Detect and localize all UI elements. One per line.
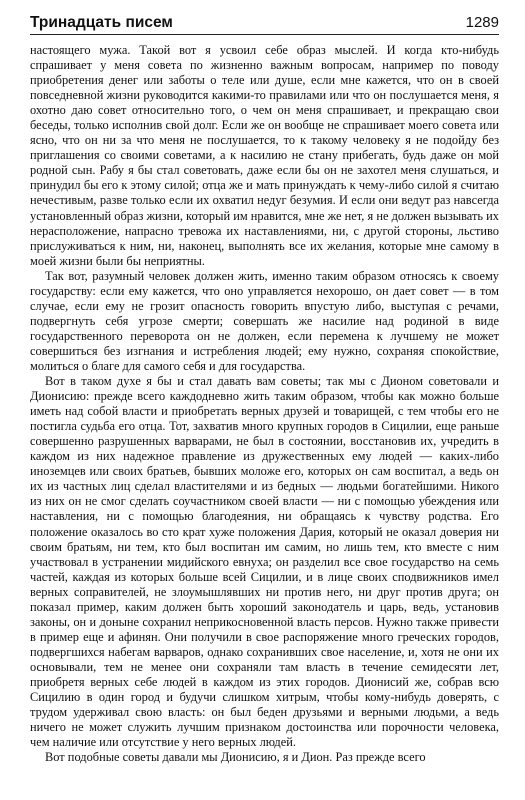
paragraph: Вот в таком духе я бы и стал давать вам советы; так мы с Дионом советовали и Дионисию: прежде всего каждодневно жить таким образом, чтобы как можно больше иметь над собой власти и приобретать верных друзей и товарищей, с тем чтобы его не постигла судьба его отца. Тот, захватив много крупных городов в Сицилии, еще раньше совершенно разрушенных варварами, не был в состоянии, восстановив их, учредить в каждом из них надежное правление из дружественных ему людей — каких-либо иноземцев или своих братьев, бывших моложе его, которых он сам воспитал, а ведь он их из частных лиц сделал властителями и из бедных — людьми богатейшими. Никого из них он не смог сделать соучастником своей власти — ни с помощью убеждения или наставления, ни с помощью благодеяния, ни обращаясь к чувству родства. Его положение оказалось во сто крат хуже положения Дария, который не оказал доверия ни своим братьям, ни тем, кто был воспитан им самим, но лишь тем, кто вместе с ним участвовал в устранении мидийского евнуха; он разделил все свое государство на семь частей, каждая из которых больше всей Сицилии, и в лице своих сподвижников имел верных соправителей, не злоумышлявших ни против него, ни друг против друга; он показал пример, каким должен быть хороший законодатель и царь, ведь, установив законы, он и доныне сохранил неприкосновенной власть персов. Нужно также привести в пример еще и афинян. Они получили в свое распоряжение много греческих городов, подвергшихся набегам варваров, однако сохранивших свое население, и, хотя не они их основывали, тем не менее они сохраняли там власть в течение семидесяти лет, приобретя верных себе людей в каждом из этих городов. Дионисий же, собрав всю Сицилию в один город и будучи слишком хитрым, чтобы кому-нибудь доверять, с трудом удерживал свою власть: он был беден друзьями и верными людьми, а ведь ничего не может служить лучшим признаком достоинства или порочности человека, чем наличие или отсутствие у него верных людей.: [30, 374, 499, 750]
paragraph: настоящего мужа. Такой вот я усвоил себе образ мыслей. И когда кто-нибудь спрашивает у меня совета по жизненно важным вопросам, например по поводу приобретения денег или заботы о теле или душе, если мне кажется, что он в своей повседневной жизни руководится какими-то правилами или что он послушается меня, я охотно даю совет относительно того, о чем он меня спрашивает, и прекращаю свои беседы, только исполнив свой долг. Если же он вообще не спрашивает моего совета или ясно, что он ни за что меня не послушается, то к такому человеку я не подойду без приглашения со своими советами, а к насилию не стану прибегать, будь даже он мой родной сын. Рабу я бы стал советовать, даже если бы он не захотел меня слушаться, и принудил бы его к этому силой; отца же и мать принуждать к чему-либо силой я считаю нечестивым, разве только если их охватил недуг безумия. И если они ведут раз навсегда установленный образ жизни, который им нравится, мне же нет, я не должен вызывать их нерасположение, напрасно тревожа их наставлениями, ни, с другой стороны, льстиво прислуживаться к ним, ни, наконец, выполнять все их желания, которые мне самому в моей жизни были бы неприятны.: [30, 43, 499, 268]
body-text: [30, 43, 499, 765]
paragraph: Вот подобные советы давали мы Дионисию, я и Дион. Раз прежде всего: [45, 750, 426, 765]
page-number: 1289: [465, 14, 499, 31]
paragraph: Так вот, разумный человек должен жить, именно таким образом относясь к своему государству: если ему кажется, что оно управляется нехорошо, он дает совет — в том случае, если ему не грозит опасность говорить впустую либо, выступая с речами, подвергнуть себя угрозе смерти; совершать же насилие над родиной в виде государственного переворота он не должен, если перемена к лучшему не может совершиться без изгнания и истребления людей; ему нужно, сохраняя спокойствие, молиться о благе для самого себя и для государства.: [30, 268, 499, 373]
running-title: Тринадцать писем: [30, 14, 173, 31]
running-header: [30, 14, 499, 35]
